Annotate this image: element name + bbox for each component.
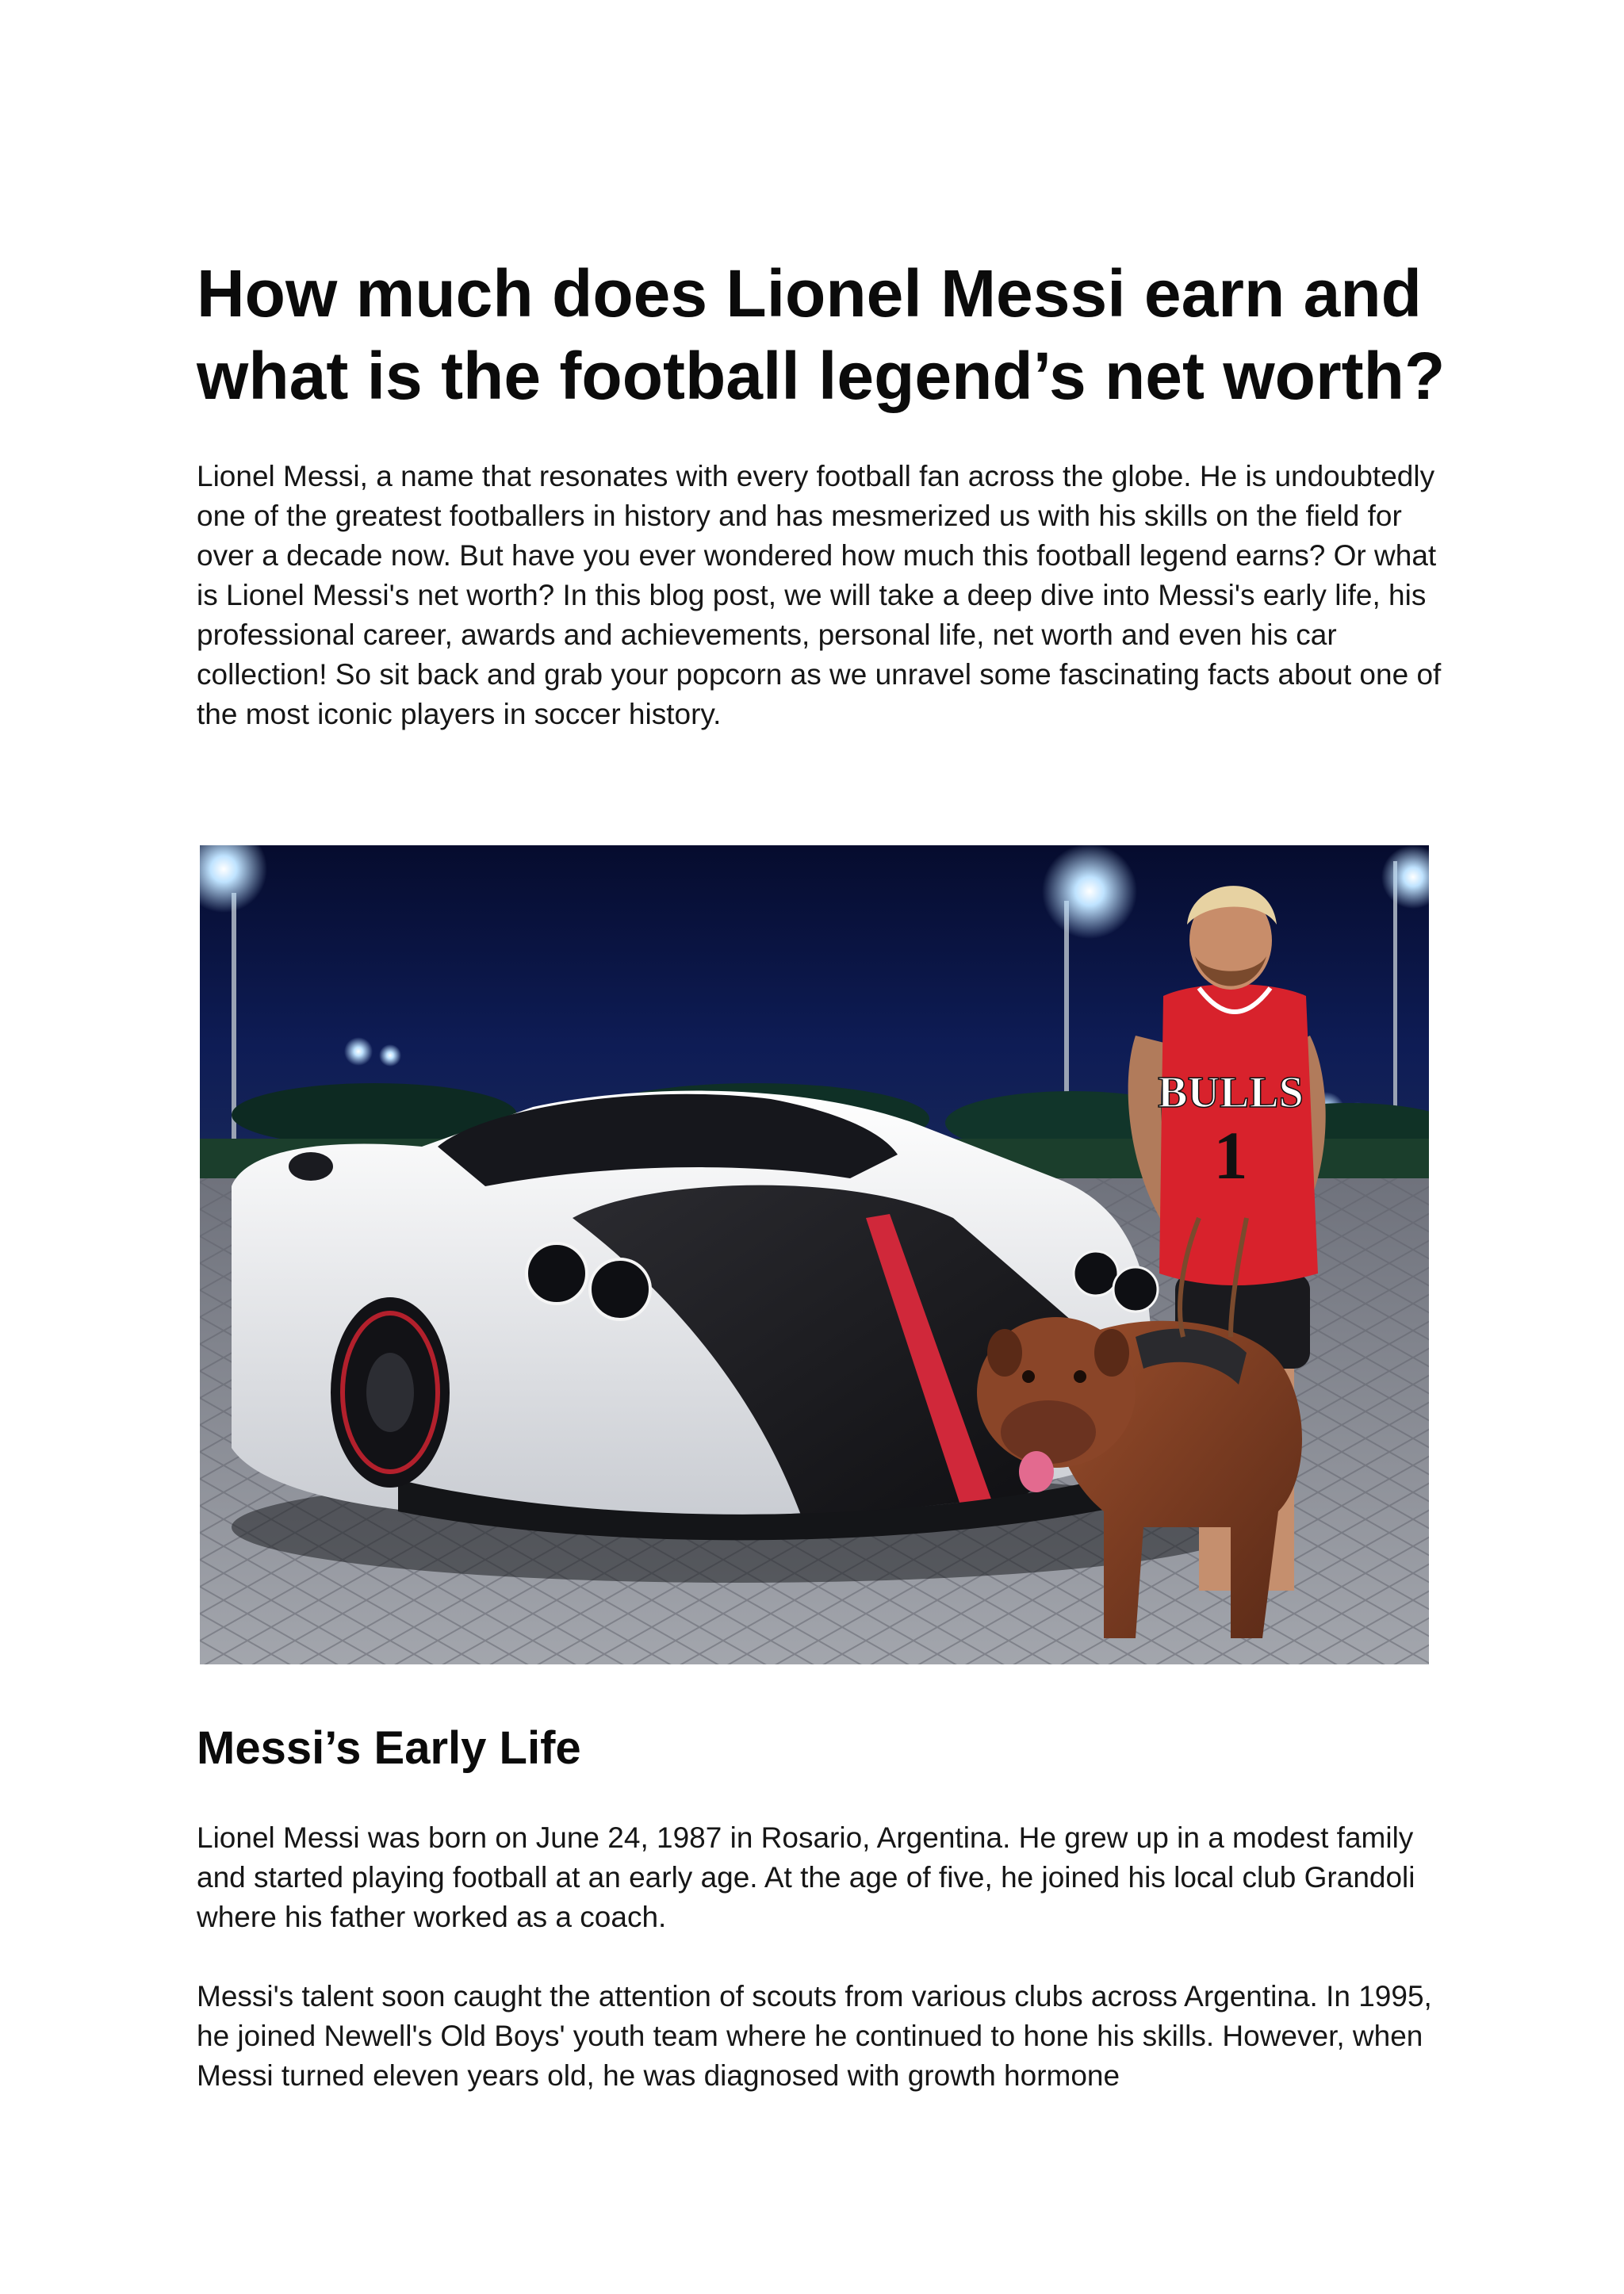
early-life-paragraph-1: Lionel Messi was born on June 24, 1987 in Rosario, Argentina. He grew up in a modest family and started playing football at an early age. At the age of five, he joined his local club Grandoli where his father worked as a coach. — [197, 1821, 1415, 1933]
section-heading-early-life: Messi’s Early Life — [197, 1722, 581, 1774]
early-life-paragraph-2: Messi's talent soon caught the attention of scouts from various clubs across Argentina. In 1995, he joined Newell's Old Boys' youth team where he continued to hone his skills. However, when Messi turned eleven years old, he was diagnosed with growth hormone — [197, 1980, 1432, 2092]
article-photo — [200, 845, 1429, 1664]
jersey-number: 1 — [1213, 1117, 1248, 1193]
jersey-text: BULLS — [1158, 1068, 1304, 1117]
intro-paragraph: Lionel Messi, a name that resonates with every football fan across the globe. He is undoubtedly one of the greatest footballers in history and has mesmerized us with his skills on the field for over a decade now. But have you ever wondered how much this football legend earns? Or what is Lionel Messi's net worth? In this blog post, we will take a deep dive into Messi's early life, his professional career, awards and achievements, personal life, net worth and even his car collection! So sit back and grab your popcorn as we unravel some fascinating facts about one of the most iconic players in soccer history. — [197, 460, 1442, 730]
article-title: How much does Lionel Messi earn and what is the football legend’s net worth? — [197, 256, 1446, 413]
